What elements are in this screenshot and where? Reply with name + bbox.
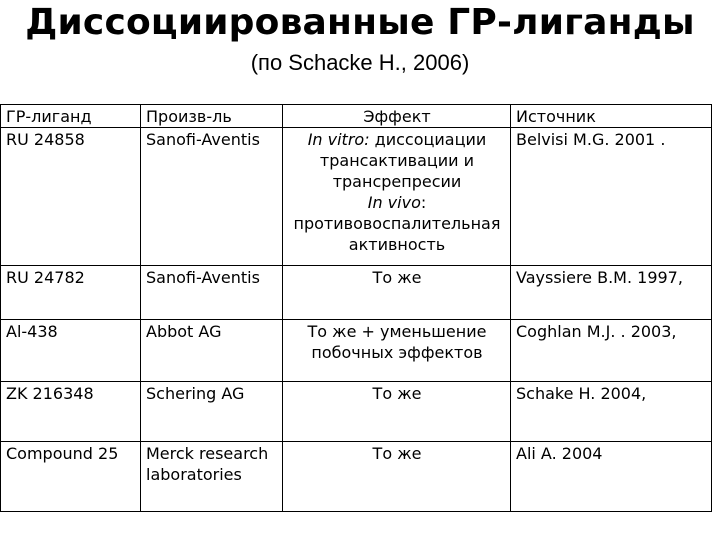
- header-source: Источник: [511, 105, 712, 128]
- table-row: [1, 442, 712, 512]
- page-subtitle: (по Schacke H., 2006): [250, 50, 470, 75]
- cell-producer: Schering AG: [141, 382, 283, 442]
- cell-producer: Abbot AG: [141, 320, 283, 382]
- table-row: [1, 128, 712, 266]
- cell-ligand: RU 24782: [1, 266, 141, 320]
- cell-ligand: Al-438: [1, 320, 141, 382]
- header-effect: Эффект: [283, 105, 511, 128]
- in-vivo-label: In vivo: [367, 193, 421, 212]
- cell-producer: Sanofi-Aventis: [141, 266, 283, 320]
- cell-effect: То же: [283, 382, 511, 442]
- cell-effect: То же + уменьшение побочных эффектов: [283, 320, 511, 382]
- cell-effect: То же: [283, 442, 511, 512]
- in-vitro-label: In vitro:: [307, 130, 370, 149]
- cell-ligand: Compound 25: [1, 442, 141, 512]
- page-title: Диссоциированные ГР-лиганды: [25, 2, 695, 43]
- cell-source: Ali A. 2004: [511, 442, 712, 512]
- cell-ligand: RU 24858: [1, 128, 141, 266]
- cell-effect: [283, 128, 511, 266]
- cell-source: Schake H. 2004,: [511, 382, 712, 442]
- cell-producer: Merck research laboratories: [141, 442, 283, 512]
- table-row: [1, 266, 712, 320]
- table-row: [1, 320, 712, 382]
- cell-ligand: ZK 216348: [1, 382, 141, 442]
- cell-effect: То же: [283, 266, 511, 320]
- in-vitro-text: диссоциации трансактивации и трансрепресии: [319, 130, 487, 191]
- cell-source: Coghlan M.J. . 2003,: [511, 320, 712, 382]
- cell-source: Vayssiere B.M. 1997,: [511, 266, 712, 320]
- ligands-table: [0, 104, 712, 512]
- cell-producer: Sanofi-Aventis: [141, 128, 283, 266]
- cell-source: Belvisi M.G. 2001 .: [511, 128, 712, 266]
- table-row: [1, 382, 712, 442]
- header-ligand: ГР-лиганд: [1, 105, 141, 128]
- header-producer: Произв-ль: [141, 105, 283, 128]
- table-header-row: [1, 105, 712, 128]
- in-vivo-text: : противовоспалительная активность: [293, 193, 501, 254]
